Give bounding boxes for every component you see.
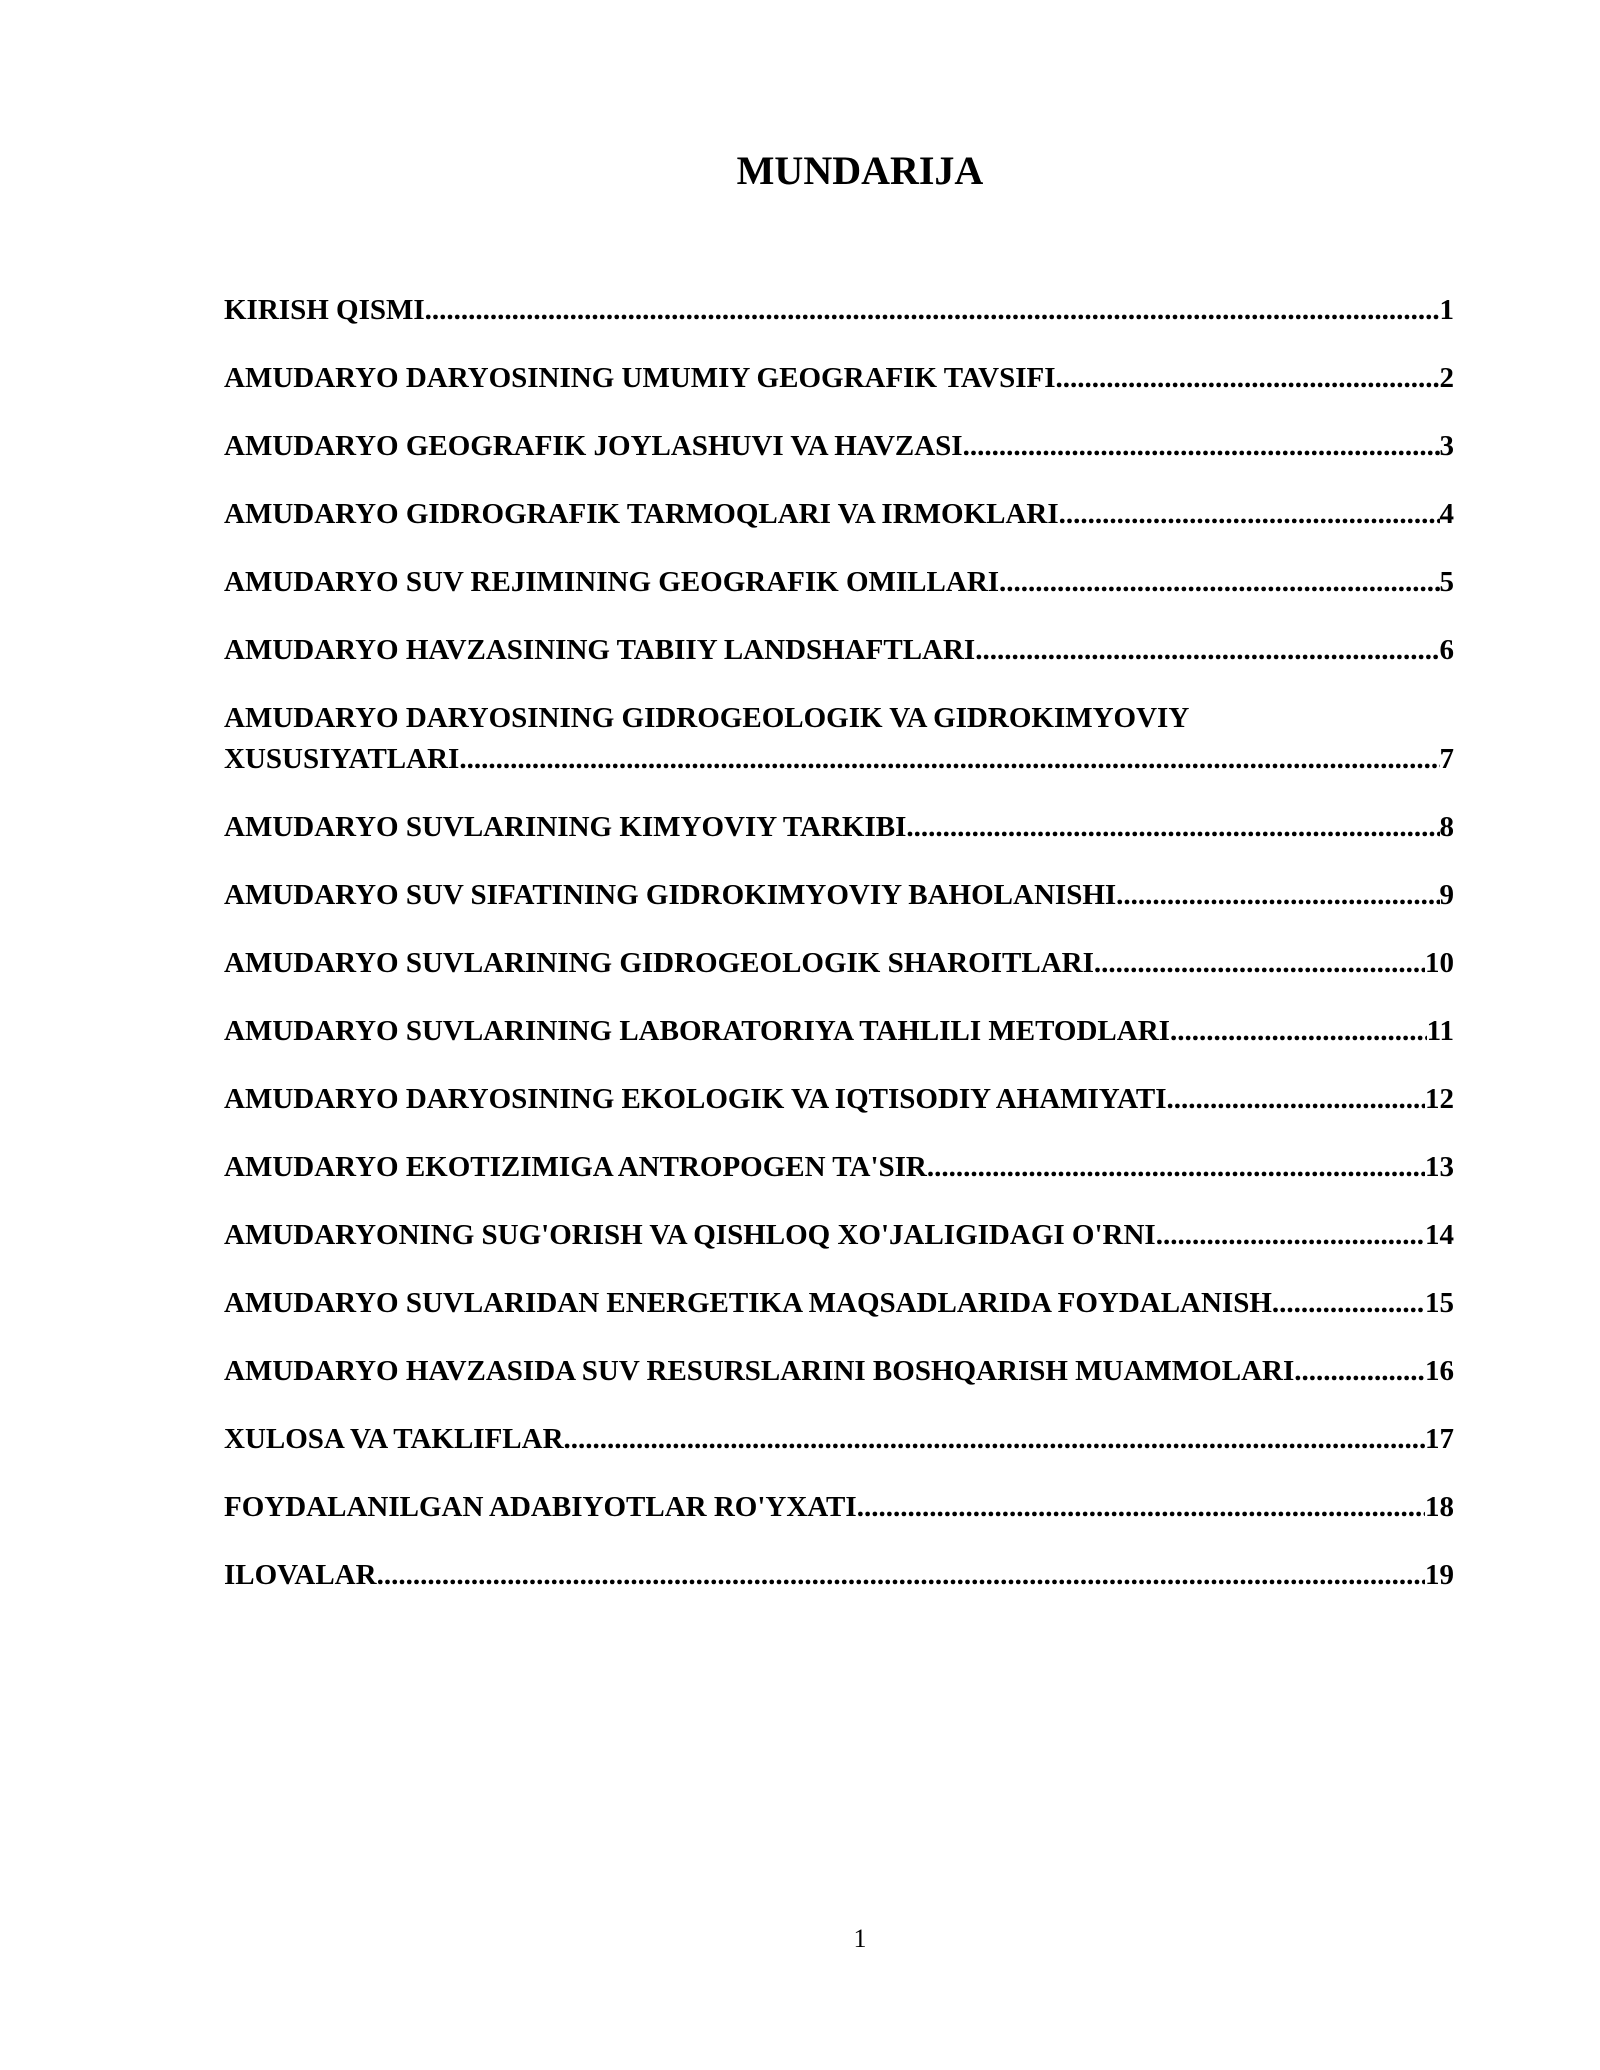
toc-entry[interactable] (224, 290, 1454, 331)
toc-entry[interactable] (224, 1487, 1454, 1528)
toc-entry-title: XULOSA VA TAKLIFLAR (224, 1423, 564, 1455)
toc-leader-dots (927, 1147, 1425, 1188)
toc-entry-title: FOYDALANILGAN ADABIYOTLAR RO'YXATI (224, 1491, 857, 1523)
toc-entry[interactable] (224, 807, 1454, 848)
toc-entry-title: ILOVALAR (224, 1559, 377, 1591)
toc-entry-page: 2 (1439, 362, 1454, 394)
toc-leader-dots (1055, 358, 1439, 399)
toc-leader-dots (1167, 1079, 1426, 1120)
toc-entry-title: AMUDARYO HAVZASINING TABIIY LANDSHAFTLARI (224, 634, 976, 666)
toc-leader-dots (1094, 943, 1425, 984)
toc-entry-title: AMUDARYO GIDROGRAFIK TARMOQLARI VA IRMOKLARI (224, 498, 1059, 530)
toc-entry[interactable] (224, 1147, 1454, 1188)
toc-entry-page: 11 (1426, 1015, 1454, 1047)
toc-leader-dots (963, 426, 1440, 467)
toc-leader-dots (975, 630, 1439, 671)
toc-leader-dots (1294, 1351, 1425, 1392)
toc-entry[interactable] (224, 943, 1454, 984)
toc-entry-title: AMUDARYO SUV REJIMINING GEOGRAFIK OMILLARI (224, 566, 1000, 598)
toc-entry-page: 6 (1439, 634, 1454, 666)
toc-entry-page: 8 (1439, 811, 1454, 843)
toc-entry-page: 13 (1425, 1151, 1454, 1183)
toc-entry[interactable] (224, 1283, 1454, 1324)
toc-entry-page: 12 (1425, 1083, 1454, 1115)
toc-entry-page: 7 (1439, 743, 1454, 775)
toc-entry-title-continued: XUSUSIYATLARI (224, 743, 460, 775)
toc-entry-title: AMUDARYO EKOTIZIMIGA ANTROPOGEN TA'SIR (224, 1151, 927, 1183)
toc-leader-dots (1170, 1011, 1427, 1052)
toc-entry[interactable] (224, 1351, 1454, 1392)
toc-leader-dots (425, 290, 1440, 331)
toc-entry-title: KIRISH QISMI (224, 294, 425, 326)
toc-entry[interactable] (224, 426, 1454, 467)
toc-entry-title: AMUDARYO SUVLARINING KIMYOVIY TARKIBI (224, 811, 907, 843)
toc-leader-dots (1272, 1283, 1425, 1324)
page-title: MUNDARIJA (736, 148, 984, 193)
toc-leader-dots (857, 1487, 1425, 1528)
toc-entry-title: AMUDARYO SUVLARINING LABORATORIYA TAHLILI METODLARI (224, 1015, 1170, 1047)
toc-entry-page: 19 (1425, 1559, 1454, 1591)
toc-entry-title: AMUDARYO GEOGRAFIK JOYLASHUVI VA HAVZASI (224, 430, 963, 462)
toc-entry[interactable] (224, 1011, 1454, 1052)
toc-entry[interactable] (224, 562, 1454, 603)
toc-entry[interactable] (224, 698, 1454, 780)
toc-entry-title: AMUDARYO SUVLARIDAN ENERGETIKA MAQSADLARIDA FOYDALANISH (224, 1287, 1272, 1319)
toc-entry-title: AMUDARYO SUV SIFATINING GIDROKIMYOVIY BAHOLANISHI (224, 879, 1117, 911)
toc-entry[interactable] (224, 1079, 1454, 1120)
toc-entry[interactable] (224, 494, 1454, 535)
toc-entry[interactable] (224, 875, 1454, 916)
table-of-contents (224, 290, 1454, 1623)
toc-entry-page: 14 (1425, 1219, 1454, 1251)
toc-leader-dots (906, 807, 1439, 848)
toc-entry-title: AMUDARYO DARYOSINING EKOLOGIK VA IQTISODIY AHAMIYATI (224, 1083, 1167, 1115)
toc-entry-title: AMUDARYO DARYOSINING GIDROGEOLOGIK VA GIDROKIMYOVIY (224, 702, 1190, 734)
toc-entry-title: AMUDARYONING SUG'ORISH VA QISHLOQ XO'JALIGIDAGI O'RNI (224, 1219, 1156, 1251)
toc-leader-dots (459, 739, 1439, 780)
toc-entry[interactable] (224, 1555, 1454, 1596)
toc-entry[interactable] (224, 1215, 1454, 1256)
toc-entry-title: AMUDARYO HAVZASIDA SUV RESURSLARINI BOSHQARISH MUAMMOLARI (224, 1355, 1295, 1387)
toc-entry-continuation (224, 739, 1454, 780)
toc-leader-dots (1116, 875, 1439, 916)
toc-entry-page: 1 (1439, 294, 1454, 326)
toc-leader-dots (1059, 494, 1440, 535)
toc-leader-dots (999, 562, 1439, 603)
toc-entry-page: 17 (1425, 1423, 1454, 1455)
toc-entry-page: 4 (1439, 498, 1454, 530)
toc-leader-dots (1156, 1215, 1425, 1256)
toc-entry-page: 15 (1425, 1287, 1454, 1319)
toc-entry-page: 10 (1425, 947, 1454, 979)
toc-entry-page: 3 (1439, 430, 1454, 462)
toc-entry-page: 18 (1425, 1491, 1454, 1523)
toc-entry-page: 5 (1439, 566, 1454, 598)
toc-entry[interactable] (224, 630, 1454, 671)
toc-entry-title: AMUDARYO DARYOSINING UMUMIY GEOGRAFIK TAVSIFI (224, 362, 1056, 394)
toc-leader-dots (377, 1555, 1425, 1596)
toc-entry[interactable] (224, 358, 1454, 399)
toc-entry-page: 9 (1439, 879, 1454, 911)
toc-entry-page: 16 (1425, 1355, 1454, 1387)
toc-leader-dots (564, 1419, 1425, 1460)
toc-entry-title: AMUDARYO SUVLARINING GIDROGEOLOGIK SHAROITLARI (224, 947, 1094, 979)
page-number: 1 (853, 1924, 867, 1953)
toc-entry[interactable] (224, 1419, 1454, 1460)
